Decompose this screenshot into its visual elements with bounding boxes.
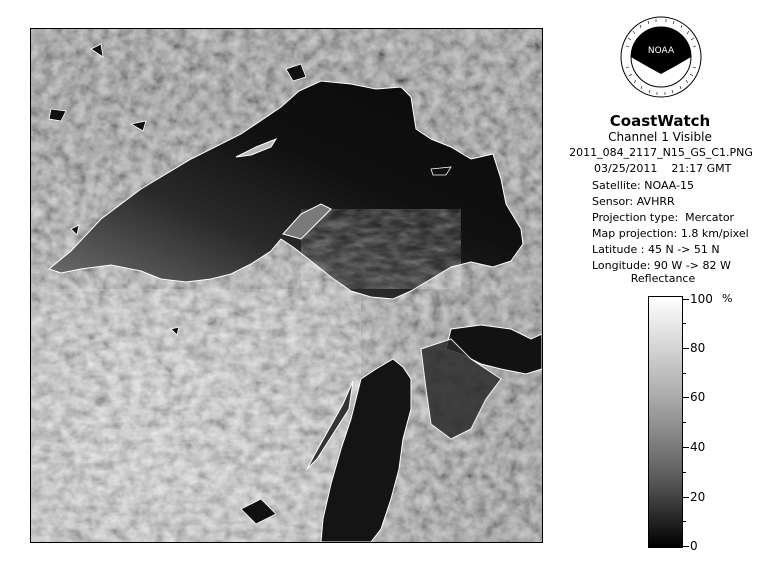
colorbar-tick-label: 60 bbox=[690, 390, 706, 404]
colorbar-tick-label: 20 bbox=[690, 490, 706, 504]
datetime bbox=[594, 162, 731, 175]
channel-label: Channel 1 Visible bbox=[608, 130, 712, 144]
svg-text:NOAA: NOAA bbox=[647, 46, 675, 56]
filename: 2011_084_2117_N15_GS_C1.PNG bbox=[569, 146, 753, 159]
colorbar-title: Reflectance bbox=[630, 272, 696, 285]
info-sensor: Sensor: AVHRR bbox=[592, 195, 675, 208]
time: 21:17 GMT bbox=[671, 162, 732, 175]
info-longitude: Longitude: 90 W -> 82 W bbox=[592, 259, 731, 272]
colorbar-tick-label: 80 bbox=[690, 341, 706, 355]
colorbar-tick-label: 0 bbox=[690, 539, 698, 553]
info-map-projection: Map projection: 1.8 km/pixel bbox=[592, 227, 749, 240]
colorbar-tick-label: 40 bbox=[690, 440, 706, 454]
lake-superior-image bbox=[31, 29, 542, 542]
colorbar-unit: % bbox=[722, 292, 733, 305]
info-satellite: Satellite: NOAA-15 bbox=[592, 179, 695, 192]
noaa-logo bbox=[620, 16, 702, 98]
info-latitude: Latitude : 45 N -> 51 N bbox=[592, 243, 720, 256]
date: 03/25/2011 bbox=[594, 162, 658, 175]
satellite-image bbox=[30, 28, 543, 543]
colorbar-tick-label: 100 bbox=[690, 292, 713, 306]
reflectance-colorbar bbox=[648, 296, 683, 548]
info-projection-type: Projection type: Mercator bbox=[592, 211, 735, 224]
product-title: CoastWatch bbox=[609, 112, 711, 130]
